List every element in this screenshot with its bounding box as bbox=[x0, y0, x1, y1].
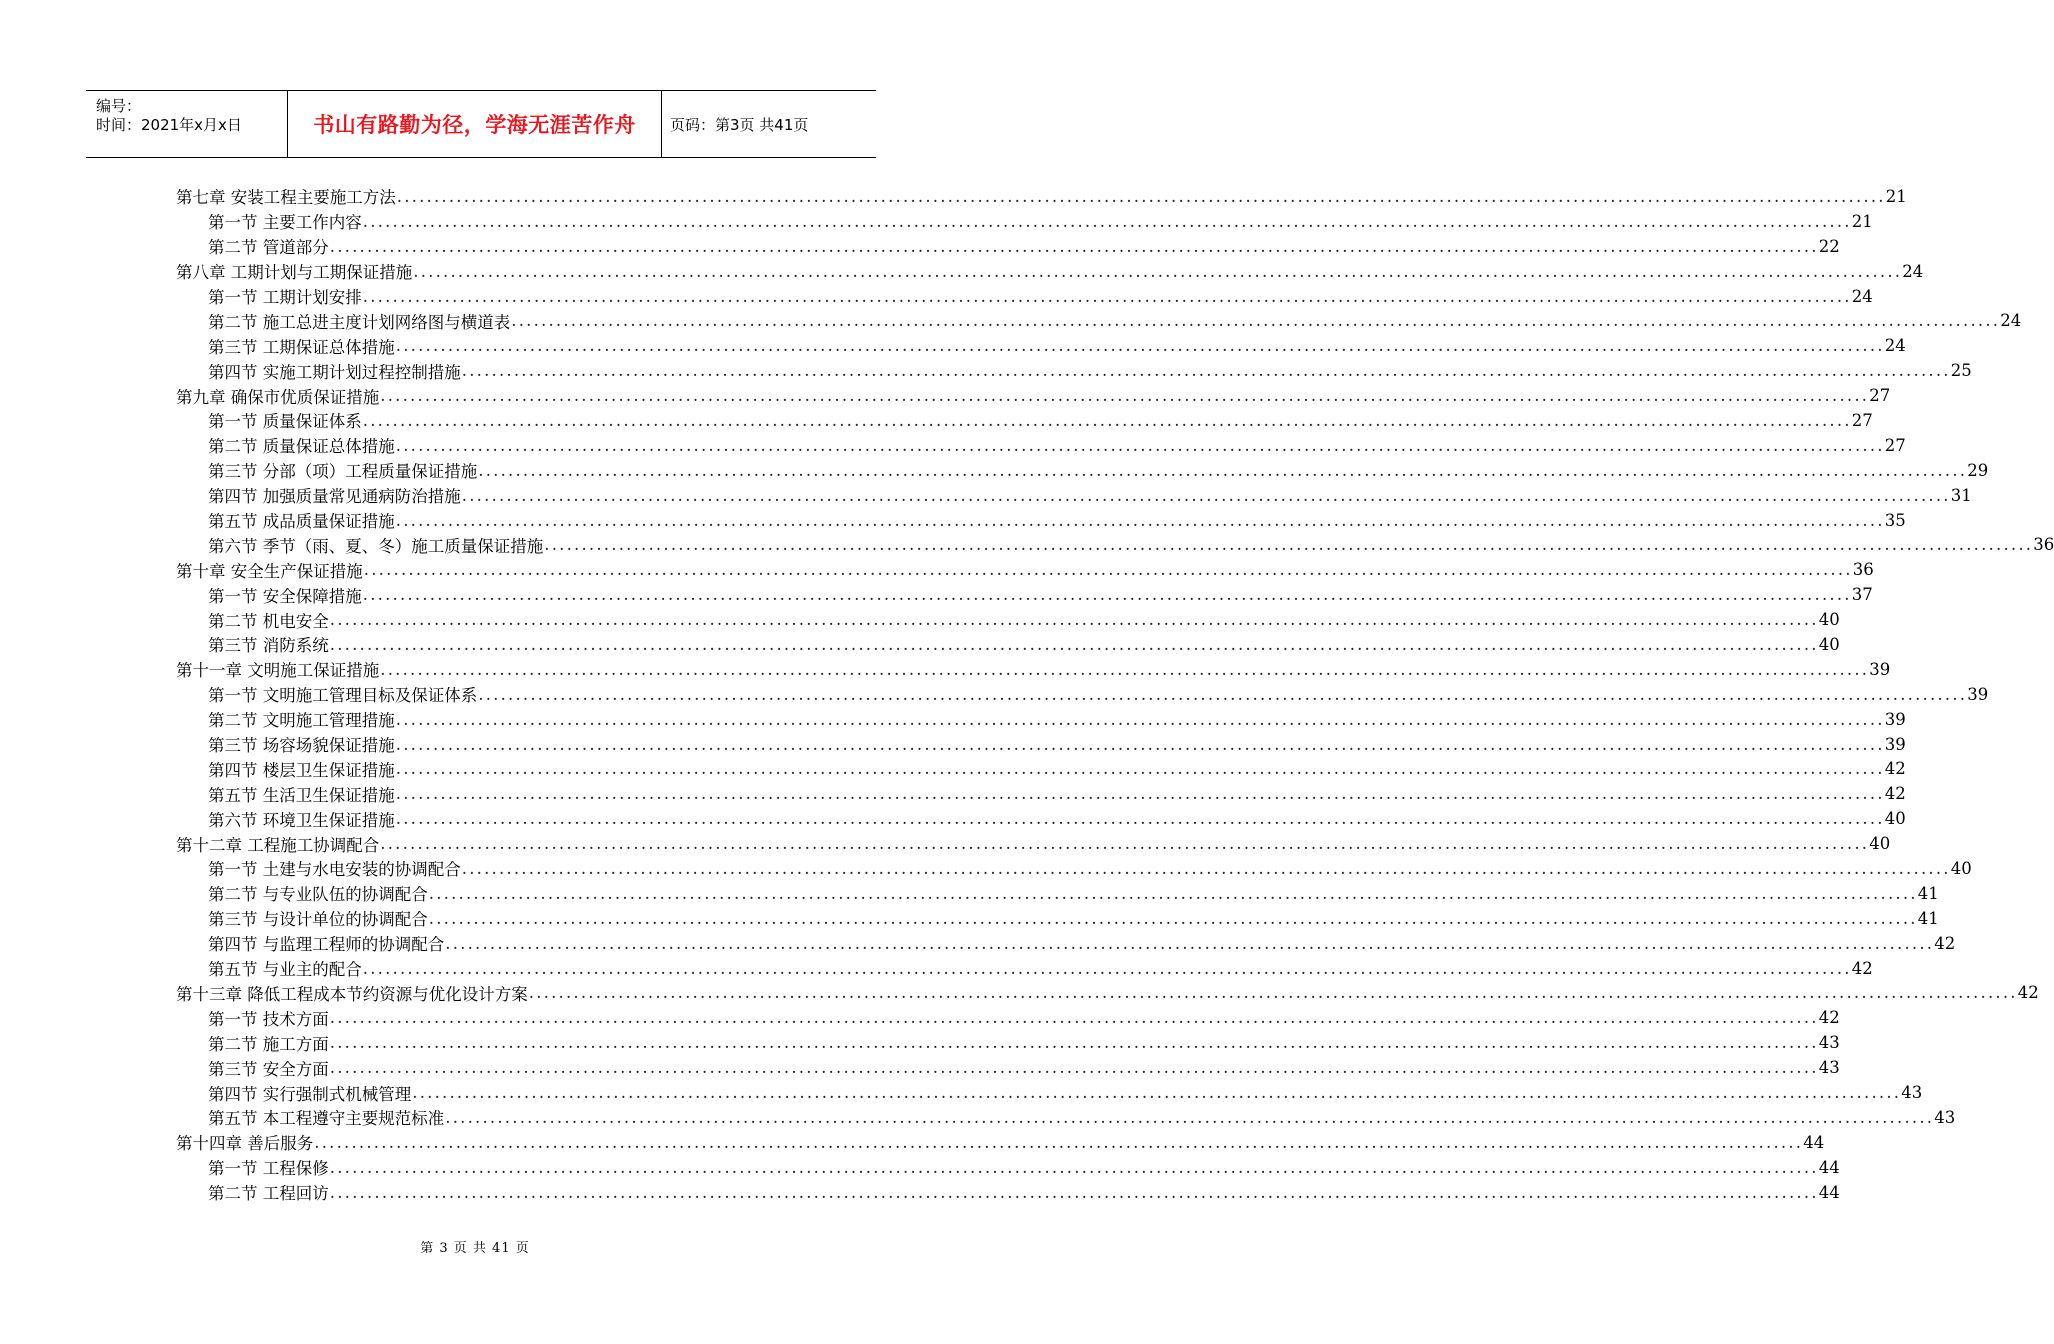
toc-section-entry[interactable] bbox=[176, 1055, 1840, 1080]
toc-chapter-entry[interactable] bbox=[176, 383, 1891, 408]
toc-entry-title: 第三节 工期保证总体措施 bbox=[208, 337, 395, 357]
toc-entry-title: 第九章 确保市优质保证措施 bbox=[176, 387, 380, 407]
footer-page-number: 第 3 页 共 41 页 bbox=[420, 1241, 530, 1256]
toc-dot-leader: ........................................................................................................................................................................................................ bbox=[412, 1083, 1902, 1102]
toc-entry-title: 第一节 土建与水电安装的协调配合 bbox=[208, 860, 461, 880]
motto-text: 书山有路勤为径，学海无涯苦作舟 bbox=[313, 113, 636, 137]
toc-entry-page: 24 bbox=[2000, 311, 2022, 331]
toc-section-entry[interactable] bbox=[176, 632, 1840, 657]
toc-section-entry[interactable] bbox=[176, 1155, 1840, 1180]
toc-entry-page: 36 bbox=[2033, 535, 2054, 555]
toc-entry-title: 第一节 主要工作内容 bbox=[208, 213, 362, 233]
toc-entry-title: 第十章 安全生产保证措施 bbox=[176, 561, 363, 581]
toc-entry-title: 第十四章 善后服务 bbox=[176, 1134, 314, 1154]
toc-entry-page: 40 bbox=[1818, 610, 1840, 630]
toc-section-entry[interactable] bbox=[176, 209, 1873, 234]
toc-dot-leader: ........................................................................................................................................................................................................ bbox=[395, 709, 1885, 729]
toc-dot-leader: ........................................................................................................................................................................................................ bbox=[395, 510, 1885, 530]
toc-entry-title: 第十二章 工程施工协调配合 bbox=[176, 835, 380, 855]
toc-dot-leader: ........................................................................................................................................................................................................ bbox=[478, 684, 1968, 704]
toc-entry-title: 第四节 楼层卫生保证措施 bbox=[208, 760, 395, 780]
toc-entry-page: 42 bbox=[1884, 759, 1906, 779]
toc-entry-page: 21 bbox=[1851, 211, 1873, 231]
toc-section-entry[interactable] bbox=[176, 508, 1906, 533]
toc-entry-page: 37 bbox=[1851, 585, 1873, 605]
toc-chapter-entry[interactable] bbox=[176, 1130, 1825, 1155]
toc-section-entry[interactable] bbox=[176, 532, 2054, 557]
toc-section-entry[interactable] bbox=[176, 781, 1906, 806]
toc-entry-page: 41 bbox=[1917, 883, 1939, 903]
toc-section-entry[interactable] bbox=[176, 607, 1840, 632]
toc-entry-page: 43 bbox=[1818, 1058, 1840, 1078]
toc-entry-page: 24 bbox=[1884, 336, 1906, 356]
toc-section-entry[interactable] bbox=[176, 881, 1939, 906]
toc-entry-title: 第一节 安全保障措施 bbox=[208, 586, 362, 606]
toc-dot-leader: ........................................................................................................................................................................................................ bbox=[395, 734, 1885, 754]
toc-entry-title: 第一节 工程保修 bbox=[208, 1159, 329, 1179]
toc-chapter-entry[interactable] bbox=[176, 184, 1907, 209]
toc-section-entry[interactable] bbox=[176, 1080, 1923, 1105]
toc-section-entry[interactable] bbox=[176, 483, 1972, 508]
toc-dot-leader: ........................................................................................................................................................................................................ bbox=[511, 311, 2001, 331]
toc-chapter-entry[interactable] bbox=[176, 831, 1891, 856]
toc-section-entry[interactable] bbox=[176, 756, 1906, 781]
toc-section-entry[interactable] bbox=[176, 806, 1906, 831]
toc-entry-title: 第二节 质量保证总体措施 bbox=[208, 437, 395, 457]
toc-entry-page: 35 bbox=[1884, 510, 1906, 530]
toc-entry-title: 第三节 分部（项）工程质量保证措施 bbox=[208, 462, 478, 482]
toc-dot-leader: ........................................................................................................................................................................................................ bbox=[362, 410, 1852, 430]
toc-dot-leader: ........................................................................................................................................................................................................ bbox=[428, 908, 1918, 928]
toc-section-entry[interactable] bbox=[176, 358, 1972, 383]
toc-dot-leader: ........................................................................................................................................................................................................ bbox=[363, 560, 1853, 580]
toc-dot-leader: ........................................................................................................................................................................................................ bbox=[396, 186, 1886, 206]
toc-dot-leader: ........................................................................................................................................................................................................ bbox=[413, 261, 1903, 281]
toc-entry-page: 29 bbox=[1967, 460, 1989, 480]
toc-section-entry[interactable] bbox=[176, 408, 1873, 433]
toc-dot-leader: ........................................................................................................................................................................................................ bbox=[395, 809, 1885, 829]
toc-section-entry[interactable] bbox=[176, 856, 1972, 881]
toc-dot-leader: ........................................................................................................................................................................................................ bbox=[428, 883, 1918, 903]
toc-dot-leader: ........................................................................................................................................................................................................ bbox=[362, 211, 1852, 231]
toc-entry-title: 第六节 环境卫生保证措施 bbox=[208, 810, 395, 830]
toc-entry-page: 44 bbox=[1818, 1182, 1840, 1202]
toc-entry-title: 第二节 文明施工管理措施 bbox=[208, 711, 395, 731]
header-page-label: 页码：第3页 共41页 bbox=[670, 115, 809, 134]
toc-entry-page: 39 bbox=[1967, 684, 1989, 704]
toc-dot-leader: ........................................................................................................................................................................................................ bbox=[380, 659, 1870, 679]
toc-dot-leader: ........................................................................................................................................................................................................ bbox=[329, 634, 1819, 654]
toc-dot-leader: ........................................................................................................................................................................................................ bbox=[329, 610, 1819, 630]
toc-entry-page: 43 bbox=[1934, 1107, 1956, 1127]
toc-entry-page: 39 bbox=[1884, 734, 1906, 754]
toc-entry-title: 第八章 工期计划与工期保证措施 bbox=[176, 263, 413, 283]
toc-dot-leader: ........................................................................................................................................................................................................ bbox=[478, 460, 1968, 480]
toc-entry-title: 第二节 与专业队伍的协调配合 bbox=[208, 885, 428, 905]
toc-dot-leader: ........................................................................................................................................................................................................ bbox=[380, 386, 1870, 406]
toc-entry-page: 22 bbox=[1818, 236, 1840, 256]
toc-chapter-entry[interactable] bbox=[176, 557, 1874, 582]
toc-section-entry[interactable] bbox=[176, 707, 1906, 732]
toc-dot-leader: ........................................................................................................................................................................................................ bbox=[329, 1058, 1819, 1078]
toc-entry-title: 第三节 与设计单位的协调配合 bbox=[208, 910, 428, 930]
number-label: 编号： bbox=[96, 97, 142, 115]
toc-dot-leader: ........................................................................................................................................................................................................ bbox=[461, 485, 1951, 505]
toc-entry-page: 24 bbox=[1851, 286, 1873, 306]
toc-section-entry[interactable] bbox=[176, 732, 1906, 757]
toc-entry-page: 27 bbox=[1851, 410, 1873, 430]
toc-entry-title: 第二节 施工总进主度计划网络图与横道表 bbox=[208, 312, 511, 332]
toc-chapter-entry[interactable] bbox=[176, 981, 2039, 1006]
toc-dot-leader: ........................................................................................................................................................................................................ bbox=[314, 1132, 1804, 1152]
toc-entry-title: 第一节 质量保证体系 bbox=[208, 412, 362, 432]
toc-dot-leader: ........................................................................................................................................................................................................ bbox=[380, 834, 1870, 854]
toc-entry-page: 42 bbox=[2017, 983, 2039, 1003]
toc-dot-leader: ........................................................................................................................................................................................................ bbox=[362, 585, 1852, 605]
toc-dot-leader: ........................................................................................................................................................................................................ bbox=[395, 784, 1885, 804]
toc-section-entry[interactable] bbox=[176, 1105, 1956, 1130]
toc-chapter-entry[interactable] bbox=[176, 259, 1924, 284]
toc-entry-page: 36 bbox=[1852, 560, 1874, 580]
toc-entry-title: 第三节 消防系统 bbox=[208, 636, 329, 656]
toc-entry-page: 39 bbox=[1884, 709, 1906, 729]
toc-section-entry[interactable] bbox=[176, 333, 1906, 358]
toc-entry-title: 第五节 成品质量保证措施 bbox=[208, 512, 395, 532]
toc-entry-title: 第一节 技术方面 bbox=[208, 1009, 329, 1029]
toc-entry-page: 21 bbox=[1885, 186, 1907, 206]
toc-dot-leader: ........................................................................................................................................................................................................ bbox=[395, 336, 1885, 356]
header-page-cell bbox=[662, 91, 876, 157]
toc-section-entry[interactable] bbox=[176, 234, 1840, 259]
toc-dot-leader: ........................................................................................................................................................................................................ bbox=[461, 361, 1951, 381]
toc-entry-title: 第二节 机电安全 bbox=[208, 611, 329, 631]
toc-entry-page: 42 bbox=[1851, 958, 1873, 978]
toc-section-entry[interactable] bbox=[176, 308, 2022, 333]
toc-section-entry[interactable] bbox=[176, 682, 1989, 707]
toc-dot-leader: ........................................................................................................................................................................................................ bbox=[329, 236, 1819, 256]
toc-dot-leader: ........................................................................................................................................................................................................ bbox=[329, 1033, 1819, 1053]
toc-entry-title: 第七章 安装工程主要施工方法 bbox=[176, 188, 396, 208]
toc-entry-title: 第二节 施工方面 bbox=[208, 1034, 329, 1054]
toc-entry-title: 第二节 管道部分 bbox=[208, 238, 329, 258]
header-motto-cell bbox=[288, 91, 662, 157]
toc-dot-leader: ........................................................................................................................................................................................................ bbox=[544, 535, 2034, 555]
toc-entry-page: 44 bbox=[1818, 1157, 1840, 1177]
toc-entry-title: 第五节 与业主的配合 bbox=[208, 960, 362, 980]
toc-dot-leader: ........................................................................................................................................................................................................ bbox=[445, 1107, 1935, 1127]
toc-entry-page: 24 bbox=[1902, 261, 1924, 281]
toc-entry-page: 42 bbox=[1818, 1008, 1840, 1028]
toc-entry-page: 44 bbox=[1803, 1132, 1825, 1152]
toc-chapter-entry[interactable] bbox=[176, 657, 1891, 682]
toc-entry-page: 41 bbox=[1917, 908, 1939, 928]
toc-section-entry[interactable] bbox=[176, 433, 1906, 458]
toc-entry-title: 第十三章 降低工程成本节约资源与优化设计方案 bbox=[176, 984, 528, 1004]
page-footer bbox=[0, 1237, 950, 1256]
toc-section-entry[interactable] bbox=[176, 1005, 1840, 1030]
toc-dot-leader: ........................................................................................................................................................................................................ bbox=[329, 1157, 1819, 1177]
toc-dot-leader: ........................................................................................................................................................................................................ bbox=[395, 759, 1885, 779]
header-meta-cell bbox=[86, 91, 288, 157]
toc-dot-leader: ........................................................................................................................................................................................................ bbox=[461, 858, 1951, 878]
toc-entry-title: 第一节 文明施工管理目标及保证体系 bbox=[208, 686, 478, 706]
toc-entry-page: 40 bbox=[1884, 809, 1906, 829]
toc-section-entry[interactable] bbox=[176, 906, 1939, 931]
toc-entry-page: 39 bbox=[1869, 659, 1891, 679]
toc-entry-page: 31 bbox=[1950, 485, 1972, 505]
toc-entry-page: 43 bbox=[1818, 1033, 1840, 1053]
toc-dot-leader: ........................................................................................................................................................................................................ bbox=[362, 958, 1852, 978]
toc-section-entry[interactable] bbox=[176, 1030, 1840, 1055]
toc-dot-leader: ........................................................................................................................................................................................................ bbox=[362, 286, 1852, 306]
toc-entry-page: 25 bbox=[1950, 361, 1972, 381]
toc-entry-title: 第三节 安全方面 bbox=[208, 1059, 329, 1079]
toc-entry-title: 第四节 实施工期计划过程控制措施 bbox=[208, 362, 461, 382]
toc-entry-title: 第四节 实行强制式机械管理 bbox=[208, 1084, 412, 1104]
toc-entry-page: 42 bbox=[1934, 933, 1956, 953]
toc-entry-page: 40 bbox=[1818, 634, 1840, 654]
table-of-contents bbox=[176, 184, 2054, 1205]
toc-entry-page: 42 bbox=[1884, 784, 1906, 804]
toc-dot-leader: ........................................................................................................................................................................................................ bbox=[528, 983, 2018, 1003]
toc-entry-page: 40 bbox=[1950, 858, 1972, 878]
toc-entry-title: 第三节 场容场貌保证措施 bbox=[208, 736, 395, 756]
toc-entry-title: 第五节 生活卫生保证措施 bbox=[208, 785, 395, 805]
time-label: 时间：2021年x月x日 bbox=[96, 116, 242, 134]
toc-entry-title: 第四节 与监理工程师的协调配合 bbox=[208, 935, 445, 955]
toc-entry-title: 第四节 加强质量常见通病防治措施 bbox=[208, 487, 461, 507]
toc-entry-title: 第十一章 文明施工保证措施 bbox=[176, 661, 380, 681]
toc-entry-title: 第六节 季节（雨、夏、冬）施工质量保证措施 bbox=[208, 536, 544, 556]
toc-section-entry[interactable] bbox=[176, 458, 1989, 483]
toc-dot-leader: ........................................................................................................................................................................................................ bbox=[329, 1182, 1819, 1202]
toc-section-entry[interactable] bbox=[176, 956, 1873, 981]
toc-entry-title: 第五节 本工程遵守主要规范标准 bbox=[208, 1109, 445, 1129]
page-header bbox=[86, 90, 876, 158]
toc-section-entry[interactable] bbox=[176, 1180, 1840, 1205]
toc-dot-leader: ........................................................................................................................................................................................................ bbox=[445, 933, 1935, 953]
toc-entry-page: 40 bbox=[1869, 834, 1891, 854]
toc-dot-leader: ........................................................................................................................................................................................................ bbox=[395, 435, 1885, 455]
toc-entry-title: 第二节 工程回访 bbox=[208, 1184, 329, 1204]
toc-section-entry[interactable] bbox=[176, 582, 1873, 607]
toc-entry-page: 27 bbox=[1884, 435, 1906, 455]
toc-dot-leader: ........................................................................................................................................................................................................ bbox=[329, 1008, 1819, 1028]
toc-entry-page: 43 bbox=[1901, 1083, 1923, 1102]
toc-entry-title: 第一节 工期计划安排 bbox=[208, 288, 362, 307]
toc-section-entry[interactable] bbox=[176, 284, 1873, 309]
toc-entry-page: 27 bbox=[1869, 386, 1891, 406]
toc-section-entry[interactable] bbox=[176, 931, 1956, 956]
